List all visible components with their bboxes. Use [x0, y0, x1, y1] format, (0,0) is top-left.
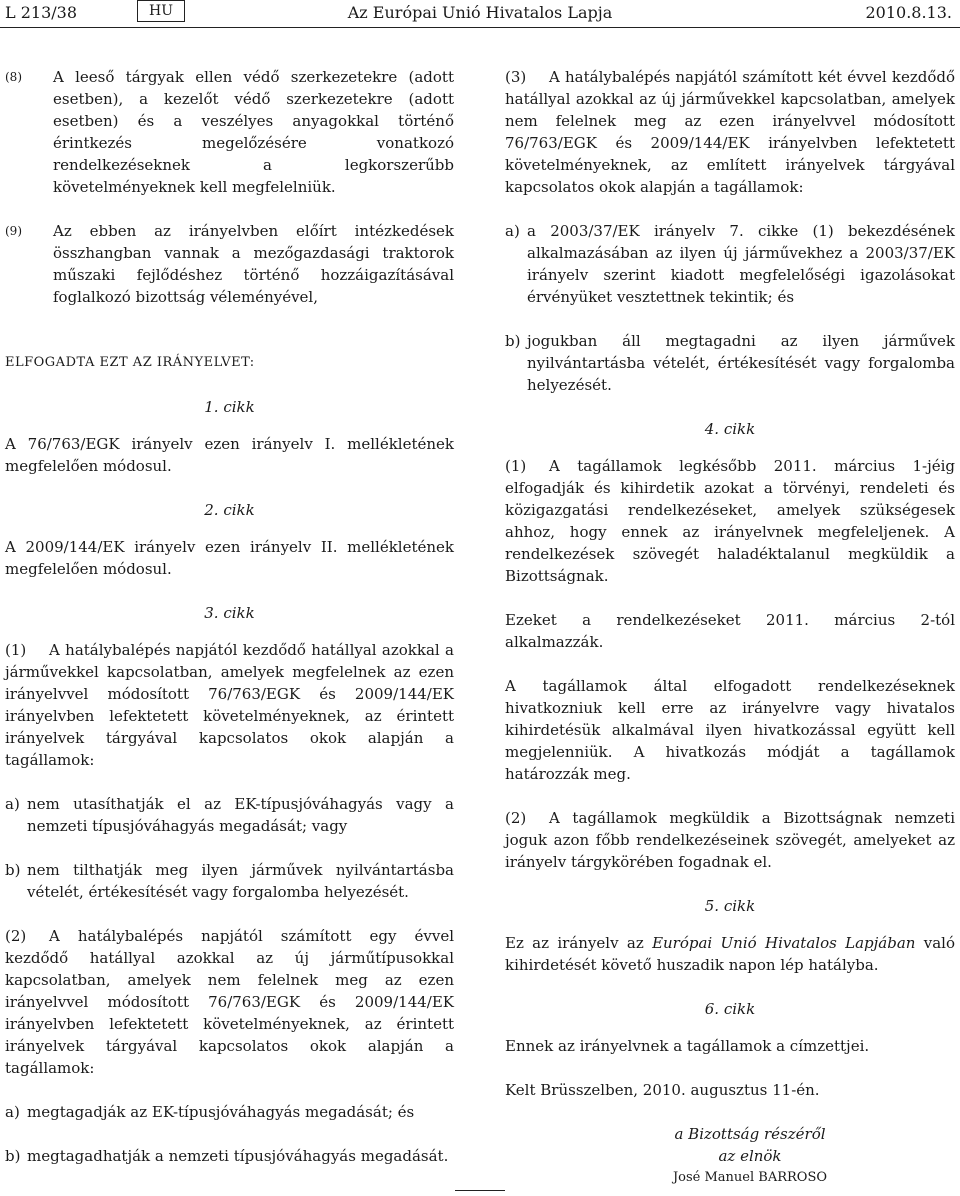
- article-4-title: 4. cikk: [704, 420, 756, 438]
- paragraph-number: (1): [5, 641, 27, 659]
- article-3-p1-point-b: [5, 859, 454, 903]
- article-1-title: 1. cikk: [204, 398, 255, 416]
- text-fragment: Ez az irányelv az: [505, 934, 653, 952]
- recital-text: A leeső tárgyak ellen védő szerkezetekre (adott esetben), a kezelőt védő szerkezetekre (adott esetben) és a veszélyes anyagokkal történő érintkezés megelőzésére vonatkozó rendelkezéseknek a legkorszerűbb követelményeknek kell megfelelniük.: [53, 68, 454, 196]
- article-3-p2-point-a: [5, 1101, 454, 1123]
- done-at: Kelt Brüsszelben, 2010. augusztus 11-én.: [505, 1081, 820, 1099]
- article-6-text: Ennek az irányelvnek a tagállamok a címzettjei.: [505, 1037, 870, 1055]
- page-header: [0, 0, 960, 30]
- article-5-title: 5. cikk: [704, 897, 756, 915]
- right-column: [505, 66, 955, 1189]
- paragraph-number: (1): [505, 457, 527, 475]
- article-4-paragraph-1: [505, 455, 955, 587]
- article-6-title: 6. cikk: [704, 1000, 756, 1018]
- article-3-paragraph-3: [505, 66, 955, 198]
- point-text: megtagadhatják a nemzeti típusjóváhagyás megadását.: [27, 1147, 449, 1165]
- article-3-title: 3. cikk: [204, 604, 255, 622]
- point-text: megtagadják az EK-típusjóváhagyás megadását; és: [27, 1103, 415, 1121]
- paragraph-text: A hatálybalépés napjától kezdődő hatállyal azokkal a járművekkel kapcsolatban, amelyek megfelelnek az ezen irányelvvel módosított 76/763/EGK és 2009/144/EK irányelvben lefektetett követelményeknek, az érintett irányelvek tárgyával kapcsolatos okok alapján a tagállamok:: [5, 641, 454, 769]
- article-4-reference: A tagállamok által elfogadott rendelkezéseknek hivatkozniuk kell erre az irányelvre vagy hivatalos kihirdetésük alkalmával ilyen hivatkozással együtt kell megjelenniük. A hivatkozás módját a tagállamok határozzák meg.: [505, 677, 955, 783]
- article-3-paragraph-1: [5, 639, 454, 771]
- point-label: a): [5, 1103, 20, 1121]
- point-text: a 2003/37/EK irányelv 7. cikke (1) bekezdésének alkalmazásában az ilyen új járművekhez a 2003/37/EK irányelv szerint kiadott megfelelőségi igazolásokat érvényüket vesztettnek tekintik; és: [527, 222, 955, 306]
- point-label: b): [5, 1147, 21, 1165]
- journal-title: Az Európai Unió Hivatalos Lapja: [347, 3, 613, 22]
- article-3-p3-point-b: [505, 330, 955, 396]
- article-3-paragraph-2: [5, 925, 454, 1079]
- point-label: b): [5, 861, 21, 879]
- paragraph-number: (2): [505, 809, 527, 827]
- article-5-text: [505, 932, 955, 976]
- point-text: nem tilthatják meg ilyen járművek nyilvántartásba vételét, értékesítését vagy forgalomba helyezését.: [27, 861, 454, 901]
- paragraph-text: A hatálybalépés napjától számított két évvel kezdődő hatállyal azokkal az új járművekkel kapcsolatban, amelyek nem felelnek meg az ezen irányelvvel módosított 76/763/EGK és 2009/144/EK irányelvben lefektetett követelményeknek, az említett irányelvek tárgyával kapcsolatos okok alapján a tagállamok:: [505, 68, 955, 196]
- signatory-name: José Manuel BARROSO: [672, 1170, 828, 1185]
- paragraph-text: A tagállamok megküldik a Bizottságnak nemzeti joguk azon főbb rendelkezéseinek szövegét, amelyeket az irányelv tárgykörében fogadnak el.: [505, 809, 955, 871]
- signature-line-1: a Bizottság részéről: [674, 1125, 826, 1143]
- journal-name-italic: Európai Unió Hivatalos Lapjában: [652, 934, 916, 952]
- recital-text: Az ebben az irányelvben előírt intézkedések összhangban vannak a mezőgazdasági traktorok műszaki fejlődéshez történő hozzáigazításával foglalkozó bizottság véleményével,: [53, 222, 454, 306]
- article-2-title: 2. cikk: [204, 501, 255, 519]
- signature-block: [545, 1123, 955, 1189]
- signature-line-2: az elnök: [718, 1147, 782, 1165]
- publication-date: 2010.8.13.: [865, 3, 952, 22]
- article-1-text: A 76/763/EGK irányelv ezen irányelv I. mellékletének megfelelően módosul.: [5, 435, 454, 475]
- article-4-application-date: Ezeket a rendelkezéseket 2011. március 2-tól alkalmazzák.: [505, 611, 955, 651]
- left-column: [5, 66, 454, 1189]
- header-divider: [0, 27, 960, 28]
- recital-number: (9): [5, 224, 22, 238]
- language-badge: HU: [137, 0, 185, 22]
- recital-number: (8): [5, 70, 22, 84]
- article-3-p2-point-b: [5, 1145, 454, 1167]
- point-label: b): [505, 332, 521, 350]
- paragraph-number: (3): [505, 68, 527, 86]
- adoption-statement: ELFOGADTA EZT AZ IRÁNYELVET:: [5, 355, 255, 370]
- point-text: jogukban áll megtagadni az ilyen járművek nyilvántartásba vételét, értékesítését vagy forgalomba helyezését.: [527, 332, 955, 394]
- point-label: a): [5, 795, 20, 813]
- article-4-paragraph-2: [505, 807, 955, 873]
- article-3-p3-point-a: [505, 220, 955, 308]
- footer-divider: [455, 1190, 505, 1191]
- recital-9: [5, 220, 454, 308]
- point-label: a): [505, 222, 520, 240]
- paragraph-text: A hatálybalépés napjától számított egy évvel kezdődő hatállyal azokkal az új járműtípusokkal kapcsolatban, amelyek nem felelnek meg az ezen irányelvvel módosított 76/763/EGK és 2009/144/EK irányelvben lefektetett követelményeknek, az érintett irányelvek tárgyával kapcsolatos okok alapján a tagállamok:: [5, 927, 454, 1077]
- recital-8: [5, 66, 454, 198]
- paragraph-text: A tagállamok legkésőbb 2011. március 1-jéig elfogadják és kihirdetik azokat a törvényi, rendeleti és közigazgatási rendelkezéseket, amelyek szükségesek ahhoz, hogy ennek az irányelvnek megfeleljenek. A rendelkezések szövegét haladéktalanul megküldik a Bizottságnak.: [505, 457, 955, 585]
- text-fragment: való kihirdetését követő huszadik napon lép hatályba.: [505, 934, 956, 974]
- paragraph-number: (2): [5, 927, 27, 945]
- article-2-text: A 2009/144/EK irányelv ezen irányelv II. mellékletének megfelelően módosul.: [5, 538, 454, 578]
- point-text: nem utasíthatják el az EK-típusjóváhagyás vagy a nemzeti típusjóváhagyás megadását; vagy: [27, 795, 454, 835]
- page-reference: L 213/38: [5, 3, 77, 22]
- article-3-p1-point-a: [5, 793, 454, 837]
